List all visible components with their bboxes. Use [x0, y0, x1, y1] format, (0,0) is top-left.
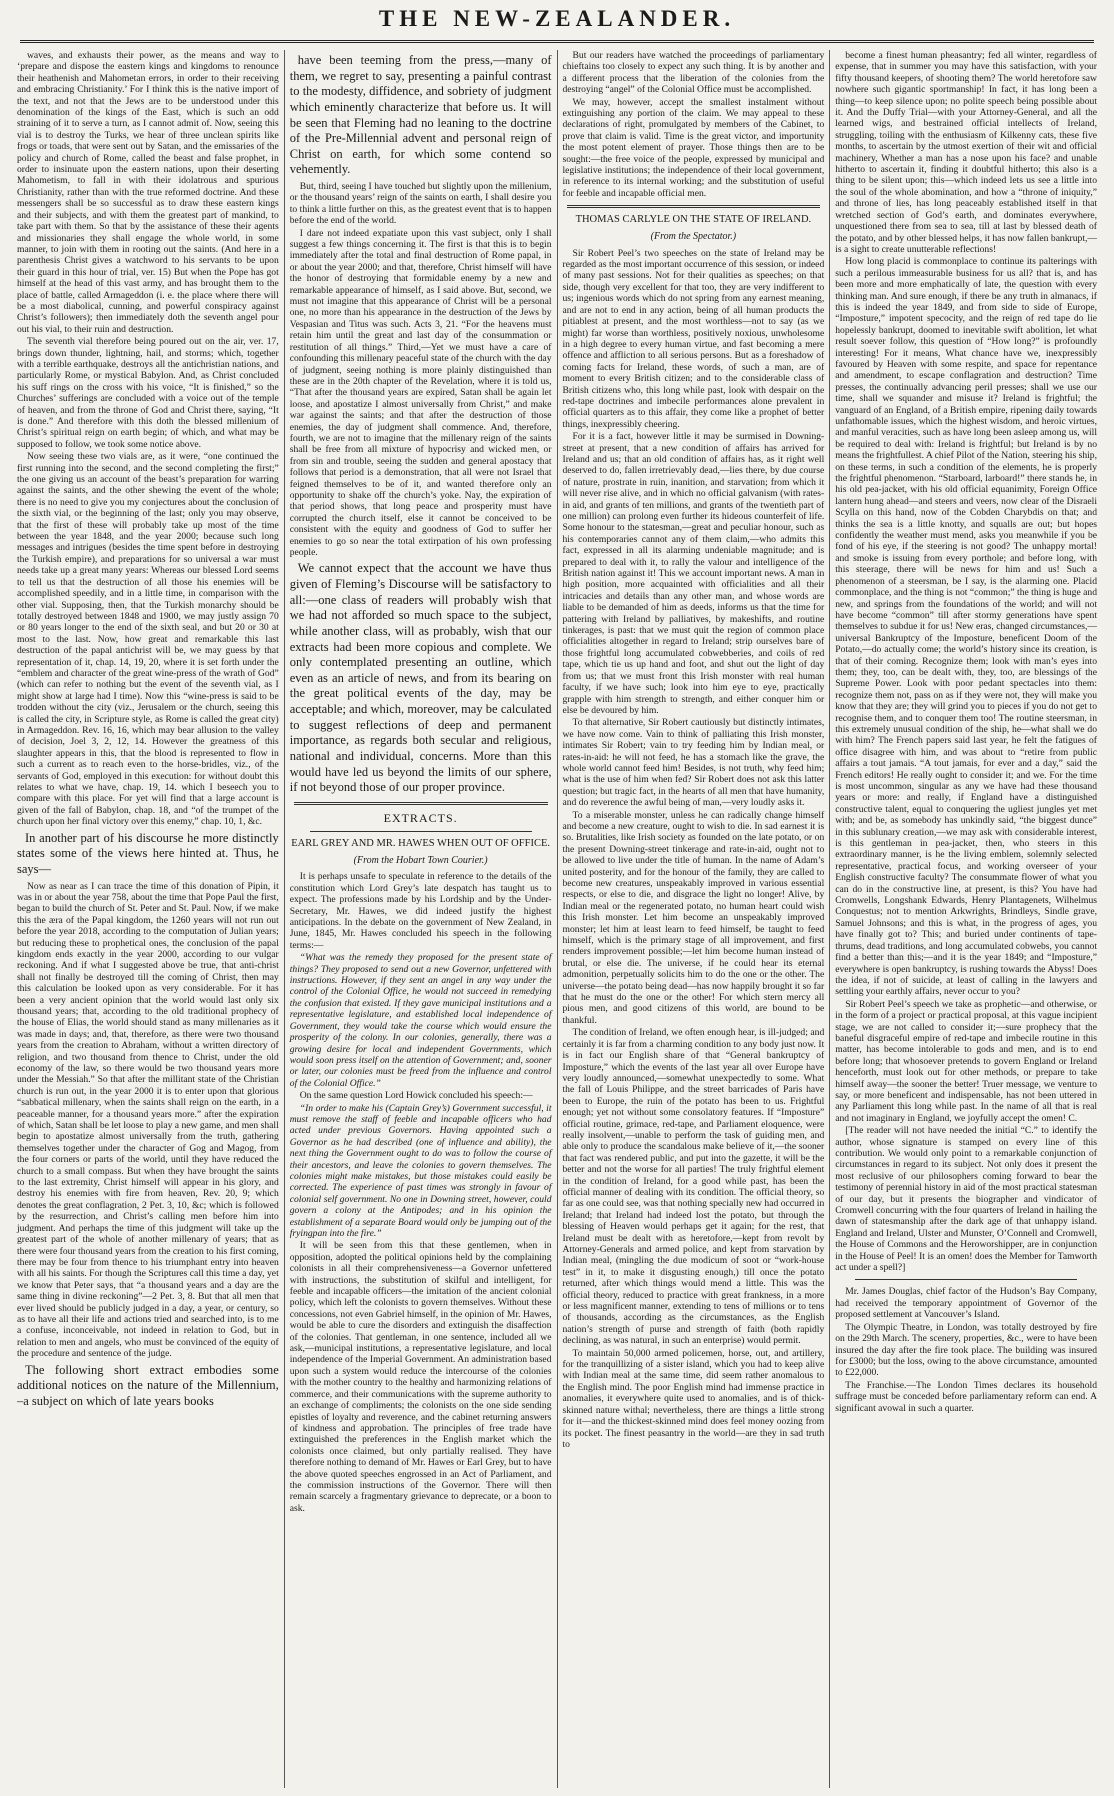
news-item: The Olympic Theatre, in London, was totally destroyed by fire on the 29th March. The scenery, properties, &c., were to have been insured the day after the fire took place. The building was insured for £3000; but the loss, owing to the above circumstance, amounted to £22,000.: [835, 1321, 1097, 1379]
article-source: (From the Hobart Town Courier.): [353, 854, 488, 866]
paragraph: To that alternative, Sir Robert cautiously but distinctly intimates, we have now come. Vain to think of palliating this Irish monster, intimates Sir Robert; vain to try feeding him by Indian meal, or rates-in-aid: he will not feed, he has a stomach like the grave, the whole world cannot feed him! Besides, is not truth, why feed him; what is the use of him when fed? Sir Robert does not ask this latter question; but tragic fact, in the hearts of all men that have humanity, and do reverence the awful being of man,—very loudly asks it.: [562, 717, 825, 809]
masthead-rule: [20, 40, 1094, 43]
article-heading: THOMAS CARLYLE ON THE STATE OF IRELAND.: [575, 214, 812, 226]
paragraph: How long placid is commonplace to continue its palterings with such a perilous immeasurable business for us all? that is, and has been more and more emphatically of late, the question with every thinking man. And sure enough, if there be any truth in almanacs, if this is indeed the year 1849, and from side to side of Europe, “Imposture,” impotent specocity, and the reign of red tape do lie hopelessly bankrupt, doomed to inevitable swift abolition, let what result soever follow, this question of “How long?” is profoundly interesting! For it means, What chance have we, inexpressibly favoured by Heaven with some respite, and space for repentance and amendment, to escape conflagration and destruction? Time presses, the continually advancing peril presses; shall we use our time, shall we squander and misuse it? Ireland is frightful; the vanguard of an England, of a British empire, ripening daily towards unfathomable issues, which the highest wisdom, and heroic virtues, and manful veracities, such as have long been asleep among us, will be required to deal with: Ireland is frightful; but Ireland is by no means the frightfullest. A chief Pilot of the Nation, steering his ship, on these terms, in such a condition of the elements, he is properly the frightful phenomenon. “Starboard, larboard!” there stands he, in his old pea-jacket, with his old official equanimity, Foreign Office lantern hung ahead—and steers and veers, now clear of the Disraeli Scylla on this hand, now of the Cobden Charybdis on that; and thinks the sea is a little knotty, and squalls are out; but hopes confidently the weather must mend, asks you meanwhile if you be fond of his eye, if the steering is not good? The unhappy mortal! and smoke is issuing from every porthole; and before long, with this steerage, there will be news for him and us! Such a phenomenon of a steersman, be I say, is the alarming one. Placid commonplace, and the thing is not “common;” the thing is huge and new, and springs from the foundations of the world; and will not have become “common” till after stormy generations have spent themselves to subdue it for us! New eras, changed circumstances,—universal Bankruptcy of the Imposture, beneficent Doom of the Potato,—do actually come; the world’s history since its creation, is that of their coming. Recognize them; look with man’s eyes into them; they, too, can be dealt with, they, too, are blessings of the Supreme Power. Look with poor pedant spectacles into them: recognize them not, pass on as if they were not, they will make you know that they are; they will grind you to pieces if you do not get to recognise them, and to conquer them too! The routine steersman, in this extremely unusual condition of the ship, he—what shall we do with him? The French papers said last year, he felt the fatigues of office disagree with him, and was about to “retire from public affairs a tout jamais. “A tout jamais, for ever and a day,” said the French editors! He really ought to consider it; and we. For the time is most uncommon, singular as any we have had these thousand years or more: and really, if England have a distinguished constructive talent, equal to conquering the ugliest jungles yet met with; and be, as somebody has unkindly said, “the biggest dunce” in this sublunary creation,—we may ask with considerable interest, is this gentleman in pea-jacket, then, who steers in this extraordinary manner, is he the living emblem, solemnly selected representative, practical focus, and working overseer of your English constructive faculty? The consummate flower of what you can do in the constructive line, at present, is this? You have had Cromwells, Longshank Edwards, Henry Plantagenets, Wilhelmus Conquestus; not to mention Arkwrights, Brindleys, Sindle grave, Samuel Johnsons; and this is what, in the progress of ages, you have finally got to? This; and buried under continents of tape-thrums, dead traditions, and long accumulated cobwebs, you cannot find a better than this;—and it is the year 1849; and “Imposture,” everywhere is open bankruptcy, is rushing towards the Abyss! Does the idea, if not of suicide, at least of calling in the lawyers and settling your earthly affairs, never occur to you?: [835, 256, 1097, 998]
paragraph: Now seeing these two vials are, as it were, “one continued the first running into the second, and the second completing the first;” the one giving us an account of the beast’s preparation for warring against the saints, and the other shewing the event of the whole; there is no need to give you my conjectures about the conclusion of the sixth vial, or the beginning of the last; only you may observe, that the first of these will probably take up most of the time between the year 1848, and the year 2000; because such long messages and intrigues (besides the time spent before in destroying the Turkish empire), and preparations for so universal a war must needs take up a great many years: Whereas our blessed Lord seems to tell us that the destruction of all those his enemies will be accomplished speedily, and in a little time, in comparison with the other vial. Supposing, then, that the Turkish monarchy should be totally destroyed between 1848 and 1900, we may justly assign 70 or 80 years longer to the end of the sixth seal, and but 20 or 30 at most to the last. Now, how great and remarkable this last destruction of the papal antichrist will be, we may guess by that representation of it, chap. 14, 19, 20, where it is set forth under the “emblem and character of the great wine-press of the wrath of God” (which can refer to nothing but the event of the seventh vial, as I might show at large had I time). Now this “wine-press is said to be trodden without the city (viz., Jerusalem or the church, seeing this is called the city, in Scripture style, as Rome is called the great city) in Armageddon. Rev. 16, 16, which may bear allusion to the valley of decision, Joel 3, 2, 12, 14. However the greatness of this slaughter appears in this, that the blood is represented to flow in such a current as to reach even to the horse-bridles, viz., of the servants of God, employed in this execution: for without doubt this relates to what we have, chap. 19, 14. which I beseech you to compare with this place. For yet will find that a large account is given of the fall of Babylon, chap. 18, and “of the trumpet of the church upon her final victory over this enemy,” chap. 10, 1, &c.: [17, 451, 279, 828]
divider: [310, 831, 532, 832]
paragraph: On the same question Lord Howick concluded his speech:—: [299, 1090, 533, 1102]
column-4: [829, 50, 1102, 1788]
paragraph: But, third, seeing I have touched but slightly upon the millenium, or the thousand years’ reign of the saints on earth, I shall desire you to think a little further on this, as the greatest event that is to happen before the end of the world.: [289, 181, 552, 227]
lead-paragraph: In another part of his discourse he more distinctly states some of the views here hinted at. Thus, he says—: [17, 830, 279, 876]
paragraph: Now as near as I can trace the time of this donation of Pipin, it was in or about the year 758, about the time that Pope Paul the first, began to build the church of St. Peter and St. Paul. Now, if we make this the æra of the Papal kingdom, the 1260 years will not run out before the year 2018, according to the computation of Julian years; but reducing these to prophetical ones, the conclusion of the papal kingdom ends exactly in the year 2000, according to our vulgar reckoning. And if what I suggested above be true, that anti-christ shall not finally be destroyed till the coming of Christ, then may this calculation be looked upon as very considerable. For it has been a very ancient opinion that the world would last only six thousand years; that, according to the old traditional prophecy of the house of Elias, the world should stand as many millenaries as it was made in days; and, that, therefore, as there were two thousand years from the creation to Abraham, without a written directory of religion, and two thousand from thence to Christ, under the old economy of the law, so there would be two thousand years more under the Messiah.” So that after the millitant state of the Christian church is run out, in the year 2000 it is to enter upon that glorious “sabbatical millenary, when the saints shall reign on the earth, in a peaceable manner, for a thousand years more.” after the expiration of which, Satan shall be let loose to play a new game, and men shall begin to apostatize almost universally from the truth, gathering themselves together under the character of Gog and Magog, from the four corners or parts of the world, until they have reduced the church to a small compass. But when they have brought the saints to the last extremity, Christ himself will appear in his glory, and destroy his enemies with fire from heaven, Rev. 20, 9; which denotes the great conflagration, 2 Pet. 3, 10, &c; which is followed by the resurrection, and Christ’s calling men before him into judgment. And perhaps the time of this judgment will take up the greatest part of the whole of another millenary of years; that as there were four thousand years from the creation to his first coming, there may be four from thence to his triumphant entry into heaven with all his saints. For though the Scriptures call this time a day, yet we know that Peter says, that “a thousand years and a day are the same thing in divine reckoning”—2 Pet. 3, 8. But that all men that ever lived should be publicly judged in a day, a year, or century, so as to have all their life and actions tried and searched into, is to me a confuse, inconceivable, not indeed in relation to God, but in relation to men and angels, who must be convinced of the equity of the procedure and sentence of the judge.: [17, 880, 279, 1360]
closing-lead-paragraph: The following short extract embodies some additional notices on the nature of the Millennium, –a subject on which of late years books: [17, 1362, 279, 1408]
section-divider: [567, 205, 821, 208]
divider: [855, 1279, 1077, 1280]
paragraph: The seventh vial therefore being poured out on the air, ver. 17, brings down thunder, lightning, hail, and storms; which, together with a terrible earthquake, destroys all the antichristian nations, and particularly Rome, or mystical Babylon. And, as Christ concluded his suff rings on the cross with his voice, “It is finished,” so the Churches’ sufferings are concluded with a voice out of the temple of heaven, and from the throne of God and Christ there, saying, “It is done.” And therefore with this doth the blessed millenium of Christ’s spiritual reign on earth begin; of which, and what may be supposed to follow, we took some notice above.: [17, 336, 279, 450]
lead-paragraph: We cannot expect that the account we have thus given of Fleming’s Discourse will be satisfactory to all:—one class of readers will probably wish that we had not afforded so much space to the subject, while another class, will as probably, wish that our extracts had been more copious and complete. We only contemplated presenting an outline, which even as an article of news, and from its bearing on the great political events of the day, may be acceptable; and which, moreover, may be calculated to suggest reflections of deep and permanent importance, as regards both secular and religious, national and individual, concerns. More than this would have led us beyond the limits of our sphere, if not beyond those of our proper province.: [289, 561, 552, 795]
paragraph: Sir Robert Peel’s speech we take as prophetic—and otherwise, or in the form of a project or practical proposal, at this vague incipient stage, we are not called to consider it;—sure prophecy that the baneful disgraceful empire of red-tape and imbecile routine in this matter, has become intolerable to gods and men, and is to end before long; that whosoever pretends to govern England or Ireland henceforth, must look out for other methods, or prepare to take himself away—the sooner the better! Truer message, we venture to say, or more beneficent and indispensable, has not been uttered in any Parliament this long while past. In the name of all that is real and not imaginary in England, we joyfully accept the omen! C.: [835, 998, 1097, 1124]
paragraph: It is perhaps unsafe to speculate in reference to the details of the constitution which Lord Grey’s late despatch has taught us to expect. The professions made by his Lordship and by the Under-Secretary, Mr. Hawes, we did indeed justify the highest anticipations. In the debate on the government of New Zealand, in June, 1845, Mr. Hawes concluded his speech in the following terms:—: [289, 871, 552, 951]
columns: [12, 50, 1102, 1788]
news-item: The Franchise.—The London Times declares its household suffrage must be conceded before parliamentary reform can end. A significant avowal in such a quarter.: [835, 1379, 1097, 1414]
paragraph: But our readers have watched the proceedings of parliamentary chieftains too closely to expect any such thing. It is by another and a different process that the liberation of the colonies from the destroying “angel” of the Colonial Office must be accomplished.: [562, 50, 825, 96]
section-heading: EXTRACTS.: [383, 810, 458, 825]
column-1: [12, 50, 284, 1788]
masthead-title: THE NEW-ZEALANDER.: [378, 6, 736, 31]
paragraph: I dare not indeed expatiate upon this vast subject, only I shall suggest a few things concerning it. The first is that this is to begin immediately after the total and final destruction of Rome papal, in or about the year 2000; and that, therefore, Christ himself will have the honor of destroying that formidable enemy by a new and remarkable appearance of himself, as I said above. But, second, we must not imagine that this appearance of Christ will be a personal one, no more than his appearance in the destruction of the Jews by Vespasian and Titus was such. Acts 3, 21. “For the heavens must retain him until the great and last day of the consummation or restitution of all things.” Third,—Yet we must have a care of confounding this millenary peaceful state of the church with the day of judgment, seeing nothing is more plainly distinguished than these are in the 20th chapter of the Revelation, where it is told us, “That after the thousand years are expired, Satan shall be again let loose, and apostatize I almost universally from Christ,” and make war against the saints; and that after the destruction of those enemies, the day of judgment shall commence. And, therefore, fourth, we are not to imagine that the millenary reign of the saints shall be free from all mixture of hypocrisy and wicked men, or from sin and trouble, seeing the sudden and general apostacy that follows that period is a demonstration, that all were not Israel that feigned themselves to be of it, and wanted therefore only an opportunity to shake off the church’s yoke. Nay, the expiration of that period shows, that long peace and prosperity must have corrupted the church itself, else it cannot be conceived to be consistent with the equity and goodness of God to suffer her enemies to go so near the total extirpation of his own professing people.: [289, 227, 552, 558]
paragraph: We may, however, accept the smallest instalment without extinguishing any portion of the claim. We may appeal to these declarations of right, promulgated by members of the Cabinet, to prove that claim is valid. Time is the great victor, and importunity the most potent element of prayer. Those things then are to be sought:—the free voice of the people, expressed by municipal and legislative institutions; the independence of their local government, in reference to its internal working; and the substitution of useful for feeble and incapable official men.: [562, 96, 825, 199]
article-source: (From the Spectator.): [650, 230, 737, 242]
news-item: Mr. James Douglas, chief factor of the Hudson’s Bay Company, had received the temporary appointment of Governor of the proposed settlement at Vancouver’s Island.: [835, 1286, 1097, 1321]
lead-paragraph: have been teeming from the press,—many of them, we regret to say, presenting a painful contrast to the modesty, diffidence, and sobriety of judgment which eminently characterize that before us. It will be seen that Fleming had no leaning to the doctrine of the Pre-Millennial advent and personal reign of Christ on earth, for which some contend so vehemently.: [289, 53, 552, 177]
article-heading: EARL GREY AND MR. HAWES WHEN OUT OF OFFICE.: [291, 838, 550, 850]
column-3: [557, 50, 830, 1788]
section-divider: [294, 802, 548, 805]
quoted-paragraph: “What was the remedy they proposed for the present state of things? They proposed to send out a new Governor, unfettered with instructions. However, if they sent an angel in any way under the control of the Colonial Office, he would not succeed in remedying the confusion that existed. If they gave municipal institutions and a representative legislature, and established local independence of Government, they would take the course which would ensure the prosperity of the colony. In our colonies, generally, there was a growing desire for local and independent Governments, which would soon press itself on the attention of Government; and, sooner or later, our colonies must be freed from the influence and control of the Colonial Office.”: [289, 952, 552, 1089]
paragraph: become a finest human pheasantry; fed all winter, regardless of expense, that in summer you may have this satisfaction, with your fifty thousand keepers, of shooting them? The world heretofore saw nowhere such gigantic sportmanship! In fact, it has long been a thing—to keep silence upon; no polite speech being possible about it. And the Duffy Trial—with your Attorney-General, and all the learned wigs, and bestrained official intellects of Ireland, struggling, toiling with the enthusiasm of Kilkenny cats, these five months, to ascertain by the utmost exertion of their wit and official machinery, Whether a man has a nose upon his face? and unable hitherto to ascertain it, finding it doubtful hitherto; this also is a thing to be silent upon; this—which indeed lets us see a little into the soul of the whole abomination, and how a “throne of iniquity,” and throne of lies, has long peaceably established itself in that wretched section of God’s earth, and dominates everywhere, unquestioned there from sea to sea, till at last by blessed death of the potato, and by other blessed helps, it has now fallen bankrupt,—is a sight to create unutterable reflections!: [835, 50, 1097, 255]
paragraph: It will be seen from this that these gentlemen, when in opposition, adopted the political opinions held by the complaining colonists in all their comprehensiveness—a Governor unfettered with instructions, the substitution of skilful and intelligent, for feeble and incapable officers—the imitation of the ancient colonial policy, which left the colonists to govern themselves. Without these concessions, not even Gabriel himself, in the opinion of Mr. Hawes, would be able to cure the disorders and extinguish the disaffection of the colonies. That gentleman, in one sentence, included all we ask,—municipal institutions, a representative legislature, and local independence of the Imperial Government. An administration based upon such a system would reduce the intercourse of the colonies with the mother country to the healthy and harmonizing relations of commerce, and their communications with the supreme authority to an exchange of compliments; the colonists on the one side sending epistles of loyalty and reverence, and the cabinet returning answers of kindness and approbation. The principles of free trade have extinguished the preferences in the English market which the colonists once claimed, but only partially realised. They have therefore nothing to demand of Mr. Hawes or Earl Grey, but to have the above quoted speeches engrossed in an Act of Parliament, and the commission instructions of the Governor. There will then remain scarcely a fragmentary grievance to deprecate, or a boon to ask.: [289, 1240, 552, 1514]
paragraph: For it is a fact, however little it may be surmised in Downing-street at present, that a new condition of affairs has arrived for Ireland and us; that an old condition of affairs has, as it right well deserved to do, fallen irretrievably dead,—lies there, by due course of nature, prostrate in ruin, inanition, and starvation; from which it will never rise alive, and in which no official galvanism (with rates-in aid, and grants of ten millions, and grants of the twentieth part of one million) can prolong even further its hideous counterfeit of life. Some honour to the statesman,—great and peculiar honour, such as his contemporaries cannot any of them claim,—who admits this fact, expressed in all its alarming undeniable magnitude; and is prepared to deal with it, to rally the valour and intelligence of the British nation against it! This we account important news. A man in high position, more acquainted with officialities and all their intricacies and details than any other man, and whose words are liable to be demanded of him as deeds, informs us that the time for pattering with Ireland by palliatives, by makeshifts, and routine tinkerages, is past: that we must quit the region of common place officialities altogether in regard to Ireland; strip ourselves bare of those frightful long accumulated cobwebberies, and coils of red tape, which tie us up hand and foot, and shut out the light of day from us; that we must front this Irish monster with real human faculty, if we have such; look into him eye to eye, practically grapple with him strength to strength, and either conquer him or else be devoured by him.: [562, 431, 825, 716]
quoted-paragraph: “In order to make his (Captain Grey’s) Government successful, it must remove the staff of feeble and incapable officers who had acted under previous Governors. Having appointed such a Governor as he had described (one of influence and ability), the next thing the Government ought to do was to follow the course of their ancestors, and leave the colonies to govern themselves. The colonies might make mistakes, but those mistakes could easily be corrected. The experience of past times was strongly in favour of colonial self government. No one in Downing street, however, could govern a colony at the Antipodes; and in his opinion the establishment of a separate Board would only be jumping out of the fryingpan into the fire.”: [289, 1102, 552, 1240]
paragraph: Sir Robert Peel’s two speeches on the state of Ireland may be regarded as the most important occurrence of this session, or indeed of many past sessions. Not for their qualities as speeches; on that side, though very excellent for that too, they are very indifferent to us; ingenious words which do not spring from any earnest meaning, and are not to end in any action, being of all human products the pitiablest at present, and the most worthless—not to say (as we might) far worse than worthless, positively noxious, unwholesome in a high degree to every human virtue, and fast becoming a mere offence and affliction to all serious persons. But as a foreshadow of coming facts for Ireland, these words, of such a man, are of moment to every British citizen; and to the considerable class of British citizens who, this long while past, look with despair on the red-tape doctrines and imbecile performances alone prevalent in official quarters as to this affair, they come like a prophet of better things, inexpressibly cheering.: [562, 247, 825, 430]
paragraph: waves, and exhausts their power, as the means and way to ‘prepare and dispose the eastern kings and kingdoms to renounce their heathenish and Mahometan errors, in order to their receiving and embracing Christianity.’ For I think this is the native import of the text, and not that the Jews are to be understood under this denomination of the kings of the East, which is such an odd straining of it to serve a turn, as I cannot admit of. Now, seeing this vial is to destroy the Turks, we hear of three unclean spirits like frogs or toads, that were sent out by Satan, and the emissaries of the policy and church of Rome, called the beast and false prophet, in order to insinuate upon the eastern nations, upon their deserting Mahometism, to fall in with their idolatrous and spurious Christianity, rather than with the true reformed doctrine. And these messengers shall be so successful as to draw these eastern kings and their subjects, and with them the greatest part of mankind, to take part with them. So that by the assistance of these their agents and missionaries they shall engage the whole world, in some manner, to join with them in rooting out the saints. (And here in a parenthesis Christ gives a watchword to his servants to be upon their guard in this hour of trial, ver. 15) But when the Pope has got himself at the head of this vast army, and has brought them to the place of battle, called Armageddon (i. e. the place where there will be a most diabolical, cunning, and powerful conspiracy against Christ’s followers); then immediately doth the seventh angel pour out his vial, to their ruin and destruction.: [17, 50, 279, 335]
paragraph: To a miserable monster, unless he can radically change himself and become a new creature, ought to wish to die. In sad earnest it is so. Brutalities, like Irish society as founded on the late potato, or on the present Downing-street tinkerage and rate-in-aid, ought not to be allowed to live under the title of human. In the name of Adam’s united posterity, and for the honour of the family, they are called to become new creatures, unspeakably improved in various essential respects, or else to die, and disgrace the light no longer! Alive, by Indian meal or the regenerated potato, no human heart could wish this Irish monster. Let him become an unspeakably improved monster; let him at least learn to feed himself, be taught to feed himself, which is the primary stage of all improvement, and first renders improvement possible;—let him become human instead of brutal, or else die. The universe, if he could hear its eternal admonition, perpetually solicits him to do the one or the other. The universe—the potato being dead—has now happily brought it so far that he must do the one or the other! For which stern mercy all pious men, and good citizens of this world, are bound to be thankful.: [562, 809, 825, 1026]
editorial-note: [The reader will not have needed the initial “C.” to identify the author, whose signature is stamped on every line of this contribution. We would only point to a remarkable conjunction of circumstances in regard to its subject. Not only does it present the most reclusive of our philosophers coming forward to bear the testimony of perennial history in aid of the most practical statesman of our day, but it presents the biographer and vindicator of Cromwell concurring with the four quarters of Ireland in hailing the dawn of statesmanship after the dark age of that unhappy island. England and Ireland, Ulster and Munster, O’Connell and Cromwell, the House of Commons and the Heroworshipper, are in conjunction in the House of Peel! It is an omen! does the Member for Tamworth act under a spell?]: [835, 1125, 1097, 1274]
paragraph: The condition of Ireland, we often enough hear, is ill-judged; and certainly it is far from a charming condition to any body just now. It is in fact our English share of that “General bankruptcy of Imposture,” which the events of the last year all over Europe have very loudly announced,—somewhat unexpectedly to some. What the fall of Louis Philippe, and the street barricades of Paris have been to Europe, the ruin of the potato has been to us. Frightful enough; yet not without some consolatory features. If “Imposture” official routine, grimace, red-tape, and Parliament eloquence, were really insolvent,—unable to perform the task of guiding men, and able only to produce the scandalous make believe of it,—the sooner that fact was rendered public, and put into the gazette, it will be the better and not the worse for all parties! The truly frightful element in the condition of Ireland, for a good while past, has been the official manner of dealing with its condition. The official theory, so far as one could see, was that nothing specially new had occurred in Ireland; that Ireland had indeed lost the potato, but through the blessing of Heaven would perhaps get it again; for the rest, that Ireland must be dealt with as heretofore,—kept from revolt by Attorney-Generals and armed police, and kept from starvation by Indian meal, (mingling the due modicum of soot or “work-house test” in it, to make it disgusting enough,) till once the potato returned, after which things would mend a little. This was the official theory, reduced to practice with great frankness, in a more or less magnificent manner, extending to tens of millions or to tens of thousands, according as the circumstances, as the English nation’s strength of purse and strength of faith (both rapidly declining, as was natural, in such an enterprise) would permit.: [562, 1027, 825, 1347]
column-2: [284, 50, 557, 1788]
paragraph: To maintain 50,000 armed policemen, horse, out, and artillery, for the tranquillizing of a sister island, which you had to keep alive with Indian meal at the same time, did seem rather anomalous to the English mind. The poor English mind had immense practice in anomalies, it everywhere quite used to anomalies, and is of thick-skinned nature withal; nevertheless, there are things a little strong for it—and the thickest-skinned mind does feel money oozing from its pocket. The finest peasantry in the world—are they in sad truth to: [562, 1347, 825, 1450]
